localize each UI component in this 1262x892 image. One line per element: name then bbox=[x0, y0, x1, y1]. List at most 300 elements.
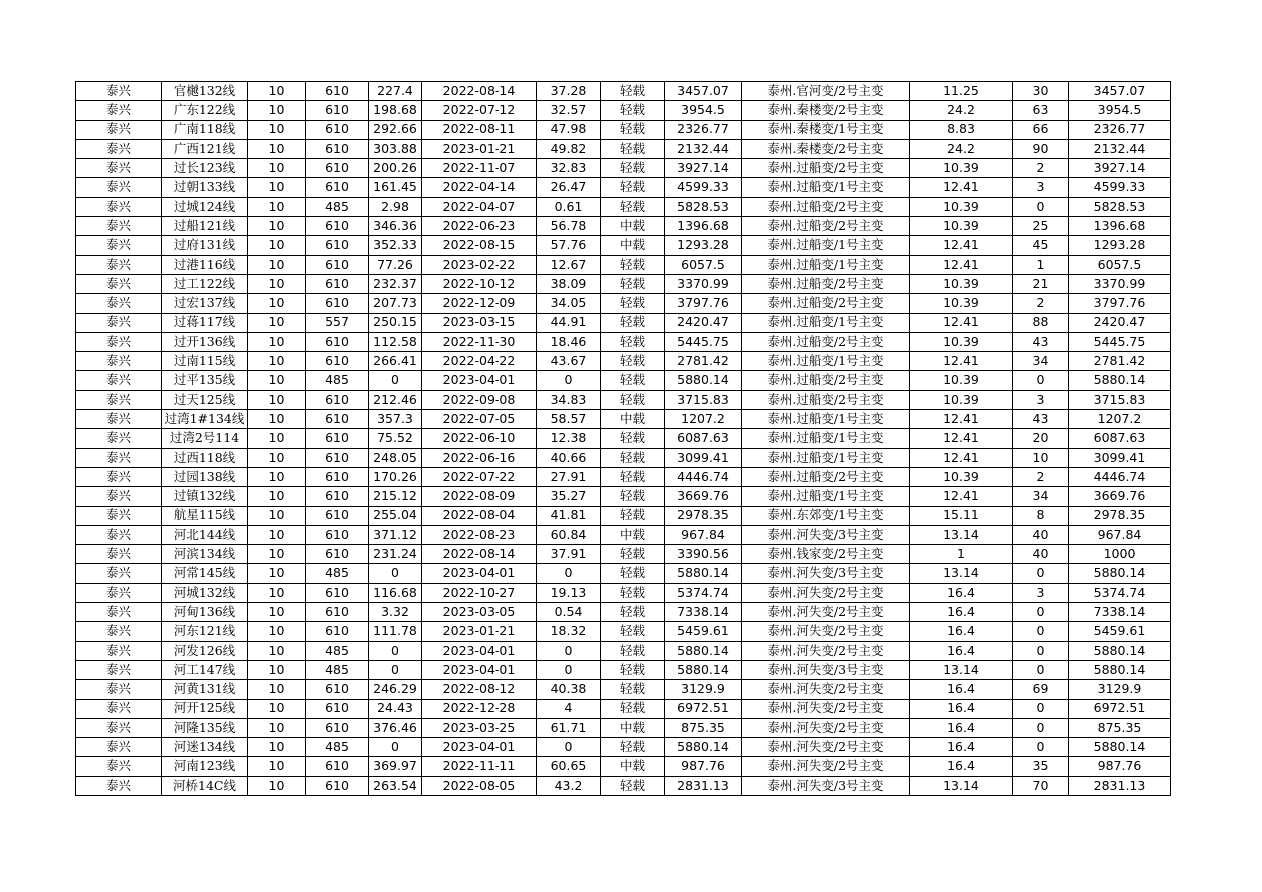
date-cell: 2022-08-14 bbox=[422, 545, 537, 564]
transformer-cell: 泰州.秦楼变/2号主变 bbox=[742, 139, 910, 158]
transformer-value-cell: 10.39 bbox=[910, 467, 1013, 486]
count-cell: 45 bbox=[1013, 236, 1069, 255]
load-cell: 77.26 bbox=[369, 255, 422, 274]
county-cell: 泰兴 bbox=[76, 429, 162, 448]
load-rate-cell: 37.28 bbox=[537, 82, 601, 101]
load-status-cell: 轻载 bbox=[601, 622, 665, 641]
voltage-cell: 10 bbox=[248, 699, 306, 718]
load-rate-cell: 0 bbox=[537, 738, 601, 757]
transformer-cell: 泰州.过船变/1号主变 bbox=[742, 313, 910, 332]
open-capacity-cell: 6087.63 bbox=[1069, 429, 1171, 448]
open-capacity-cell: 875.35 bbox=[1069, 718, 1171, 737]
table-row bbox=[76, 622, 1171, 641]
date-cell: 2022-08-11 bbox=[422, 120, 537, 139]
county-cell: 泰兴 bbox=[76, 313, 162, 332]
date-cell: 2023-04-01 bbox=[422, 564, 537, 583]
date-cell: 2022-12-09 bbox=[422, 294, 537, 313]
table-row bbox=[76, 236, 1171, 255]
load-cell: 255.04 bbox=[369, 506, 422, 525]
county-cell: 泰兴 bbox=[76, 101, 162, 120]
count-cell: 0 bbox=[1013, 564, 1069, 583]
available-capacity-cell: 4599.33 bbox=[665, 178, 742, 197]
transformer-value-cell: 13.14 bbox=[910, 660, 1013, 679]
county-cell: 泰兴 bbox=[76, 390, 162, 409]
open-capacity-cell: 5880.14 bbox=[1069, 641, 1171, 660]
open-capacity-cell: 5445.75 bbox=[1069, 332, 1171, 351]
count-cell: 43 bbox=[1013, 410, 1069, 429]
count-cell: 70 bbox=[1013, 776, 1069, 795]
table-row bbox=[76, 718, 1171, 737]
table-row bbox=[76, 525, 1171, 544]
open-capacity-cell: 3715.83 bbox=[1069, 390, 1171, 409]
load-cell: 0 bbox=[369, 738, 422, 757]
line-name-cell: 过开136线 bbox=[162, 332, 248, 351]
transformer-cell: 泰州.秦楼变/1号主变 bbox=[742, 120, 910, 139]
transformer-value-cell: 10.39 bbox=[910, 371, 1013, 390]
available-capacity-cell: 3370.99 bbox=[665, 274, 742, 293]
count-cell: 0 bbox=[1013, 699, 1069, 718]
transformer-cell: 泰州.河失变/2号主变 bbox=[742, 699, 910, 718]
load-status-cell: 轻载 bbox=[601, 603, 665, 622]
load-status-cell: 轻载 bbox=[601, 101, 665, 120]
available-capacity-cell: 987.76 bbox=[665, 757, 742, 776]
count-cell: 40 bbox=[1013, 525, 1069, 544]
transformer-value-cell: 13.14 bbox=[910, 525, 1013, 544]
line-name-cell: 河桥14C线 bbox=[162, 776, 248, 795]
available-capacity-cell: 2831.13 bbox=[665, 776, 742, 795]
capacity-cell: 610 bbox=[306, 217, 369, 236]
voltage-cell: 10 bbox=[248, 120, 306, 139]
load-cell: 198.68 bbox=[369, 101, 422, 120]
date-cell: 2023-03-05 bbox=[422, 603, 537, 622]
transformer-value-cell: 10.39 bbox=[910, 332, 1013, 351]
county-cell: 泰兴 bbox=[76, 255, 162, 274]
count-cell: 10 bbox=[1013, 448, 1069, 467]
line-name-cell: 河滨134线 bbox=[162, 545, 248, 564]
line-name-cell: 过港116线 bbox=[162, 255, 248, 274]
load-status-cell: 轻载 bbox=[601, 429, 665, 448]
capacity-cell: 610 bbox=[306, 410, 369, 429]
transformer-value-cell: 13.14 bbox=[910, 776, 1013, 795]
county-cell: 泰兴 bbox=[76, 718, 162, 737]
load-cell: 215.12 bbox=[369, 487, 422, 506]
line-name-cell: 河常145线 bbox=[162, 564, 248, 583]
transformer-cell: 泰州.河失变/2号主变 bbox=[742, 583, 910, 602]
count-cell: 43 bbox=[1013, 332, 1069, 351]
open-capacity-cell: 1396.68 bbox=[1069, 217, 1171, 236]
table-row bbox=[76, 583, 1171, 602]
transformer-value-cell: 12.41 bbox=[910, 236, 1013, 255]
count-cell: 0 bbox=[1013, 738, 1069, 757]
count-cell: 2 bbox=[1013, 294, 1069, 313]
count-cell: 0 bbox=[1013, 622, 1069, 641]
transformer-cell: 泰州.过船变/2号主变 bbox=[742, 332, 910, 351]
voltage-cell: 10 bbox=[248, 718, 306, 737]
line-name-cell: 河发126线 bbox=[162, 641, 248, 660]
table-row bbox=[76, 255, 1171, 274]
open-capacity-cell: 3129.9 bbox=[1069, 680, 1171, 699]
load-rate-cell: 37.91 bbox=[537, 545, 601, 564]
line-name-cell: 过府131线 bbox=[162, 236, 248, 255]
table-row bbox=[76, 410, 1171, 429]
date-cell: 2023-04-01 bbox=[422, 641, 537, 660]
available-capacity-cell: 5880.14 bbox=[665, 641, 742, 660]
transformer-cell: 泰州.过船变/1号主变 bbox=[742, 255, 910, 274]
date-cell: 2022-08-14 bbox=[422, 82, 537, 101]
load-status-cell: 轻载 bbox=[601, 564, 665, 583]
line-name-cell: 广东122线 bbox=[162, 101, 248, 120]
county-cell: 泰兴 bbox=[76, 757, 162, 776]
load-status-cell: 轻载 bbox=[601, 506, 665, 525]
table-row bbox=[76, 506, 1171, 525]
transformer-cell: 泰州.河失变/2号主变 bbox=[742, 738, 910, 757]
transformer-value-cell: 12.41 bbox=[910, 178, 1013, 197]
open-capacity-cell: 5459.61 bbox=[1069, 622, 1171, 641]
transformer-cell: 泰州.过船变/2号主变 bbox=[742, 159, 910, 178]
capacity-cell: 610 bbox=[306, 603, 369, 622]
transformer-value-cell: 10.39 bbox=[910, 294, 1013, 313]
load-status-cell: 中载 bbox=[601, 236, 665, 255]
line-name-cell: 过南115线 bbox=[162, 352, 248, 371]
voltage-cell: 10 bbox=[248, 622, 306, 641]
load-rate-cell: 61.71 bbox=[537, 718, 601, 737]
count-cell: 34 bbox=[1013, 487, 1069, 506]
table-row bbox=[76, 467, 1171, 486]
load-cell: 263.54 bbox=[369, 776, 422, 795]
available-capacity-cell: 5880.14 bbox=[665, 371, 742, 390]
transformer-value-cell: 10.39 bbox=[910, 159, 1013, 178]
transformer-value-cell: 16.4 bbox=[910, 680, 1013, 699]
voltage-cell: 10 bbox=[248, 564, 306, 583]
transformer-value-cell: 16.4 bbox=[910, 718, 1013, 737]
open-capacity-cell: 5880.14 bbox=[1069, 564, 1171, 583]
count-cell: 3 bbox=[1013, 178, 1069, 197]
load-rate-cell: 34.05 bbox=[537, 294, 601, 313]
transformer-value-cell: 24.2 bbox=[910, 101, 1013, 120]
voltage-cell: 10 bbox=[248, 371, 306, 390]
date-cell: 2022-08-23 bbox=[422, 525, 537, 544]
transformer-value-cell: 12.41 bbox=[910, 410, 1013, 429]
line-name-cell: 过园138线 bbox=[162, 467, 248, 486]
date-cell: 2023-03-25 bbox=[422, 718, 537, 737]
table-body bbox=[76, 82, 1171, 796]
table-row bbox=[76, 101, 1171, 120]
date-cell: 2022-10-27 bbox=[422, 583, 537, 602]
line-name-cell: 河北144线 bbox=[162, 525, 248, 544]
transformer-cell: 泰州.河失变/3号主变 bbox=[742, 564, 910, 583]
count-cell: 40 bbox=[1013, 545, 1069, 564]
line-name-cell: 过镇132线 bbox=[162, 487, 248, 506]
load-rate-cell: 38.09 bbox=[537, 274, 601, 293]
load-rate-cell: 27.91 bbox=[537, 467, 601, 486]
load-status-cell: 轻载 bbox=[601, 487, 665, 506]
date-cell: 2022-11-11 bbox=[422, 757, 537, 776]
table-row bbox=[76, 660, 1171, 679]
transformer-cell: 泰州.过船变/2号主变 bbox=[742, 197, 910, 216]
date-cell: 2023-04-01 bbox=[422, 738, 537, 757]
county-cell: 泰兴 bbox=[76, 352, 162, 371]
voltage-cell: 10 bbox=[248, 217, 306, 236]
load-rate-cell: 18.46 bbox=[537, 332, 601, 351]
load-rate-cell: 49.82 bbox=[537, 139, 601, 158]
voltage-cell: 10 bbox=[248, 197, 306, 216]
count-cell: 30 bbox=[1013, 82, 1069, 101]
load-status-cell: 轻载 bbox=[601, 680, 665, 699]
load-rate-cell: 60.65 bbox=[537, 757, 601, 776]
line-name-cell: 过湾2号114 bbox=[162, 429, 248, 448]
open-capacity-cell: 3797.76 bbox=[1069, 294, 1171, 313]
voltage-cell: 10 bbox=[248, 545, 306, 564]
available-capacity-cell: 875.35 bbox=[665, 718, 742, 737]
available-capacity-cell: 3129.9 bbox=[665, 680, 742, 699]
count-cell: 69 bbox=[1013, 680, 1069, 699]
capacity-cell: 610 bbox=[306, 332, 369, 351]
transformer-cell: 泰州.过船变/1号主变 bbox=[742, 448, 910, 467]
load-rate-cell: 12.67 bbox=[537, 255, 601, 274]
capacity-cell: 610 bbox=[306, 236, 369, 255]
load-cell: 266.41 bbox=[369, 352, 422, 371]
available-capacity-cell: 967.84 bbox=[665, 525, 742, 544]
county-cell: 泰兴 bbox=[76, 332, 162, 351]
voltage-cell: 10 bbox=[248, 313, 306, 332]
county-cell: 泰兴 bbox=[76, 699, 162, 718]
voltage-cell: 10 bbox=[248, 178, 306, 197]
table-row bbox=[76, 564, 1171, 583]
transformer-cell: 泰州.官河变/2号主变 bbox=[742, 82, 910, 101]
load-status-cell: 轻载 bbox=[601, 641, 665, 660]
transformer-cell: 泰州.河失变/3号主变 bbox=[742, 660, 910, 679]
voltage-cell: 10 bbox=[248, 603, 306, 622]
transformer-value-cell: 16.4 bbox=[910, 699, 1013, 718]
count-cell: 0 bbox=[1013, 197, 1069, 216]
capacity-cell: 485 bbox=[306, 371, 369, 390]
line-name-cell: 航星115线 bbox=[162, 506, 248, 525]
load-rate-cell: 58.57 bbox=[537, 410, 601, 429]
load-status-cell: 中载 bbox=[601, 410, 665, 429]
open-capacity-cell: 2831.13 bbox=[1069, 776, 1171, 795]
count-cell: 21 bbox=[1013, 274, 1069, 293]
date-cell: 2022-04-22 bbox=[422, 352, 537, 371]
date-cell: 2023-04-01 bbox=[422, 371, 537, 390]
open-capacity-cell: 2781.42 bbox=[1069, 352, 1171, 371]
county-cell: 泰兴 bbox=[76, 564, 162, 583]
date-cell: 2022-07-05 bbox=[422, 410, 537, 429]
load-status-cell: 轻载 bbox=[601, 448, 665, 467]
load-cell: 369.97 bbox=[369, 757, 422, 776]
load-cell: 2.98 bbox=[369, 197, 422, 216]
load-cell: 112.58 bbox=[369, 332, 422, 351]
load-status-cell: 轻载 bbox=[601, 120, 665, 139]
load-status-cell: 轻载 bbox=[601, 294, 665, 313]
available-capacity-cell: 5445.75 bbox=[665, 332, 742, 351]
load-cell: 231.24 bbox=[369, 545, 422, 564]
capacity-cell: 485 bbox=[306, 564, 369, 583]
load-rate-cell: 32.57 bbox=[537, 101, 601, 120]
transformer-cell: 泰州.东郊变/1号主变 bbox=[742, 506, 910, 525]
transformer-value-cell: 12.41 bbox=[910, 352, 1013, 371]
capacity-cell: 485 bbox=[306, 197, 369, 216]
available-capacity-cell: 5374.74 bbox=[665, 583, 742, 602]
line-name-cell: 河南123线 bbox=[162, 757, 248, 776]
date-cell: 2022-11-30 bbox=[422, 332, 537, 351]
load-cell: 232.37 bbox=[369, 274, 422, 293]
capacity-cell: 610 bbox=[306, 178, 369, 197]
load-rate-cell: 32.83 bbox=[537, 159, 601, 178]
load-rate-cell: 0 bbox=[537, 641, 601, 660]
line-name-cell: 河工147线 bbox=[162, 660, 248, 679]
date-cell: 2022-04-14 bbox=[422, 178, 537, 197]
open-capacity-cell: 3927.14 bbox=[1069, 159, 1171, 178]
table-row bbox=[76, 197, 1171, 216]
available-capacity-cell: 5880.14 bbox=[665, 660, 742, 679]
county-cell: 泰兴 bbox=[76, 197, 162, 216]
capacity-cell: 610 bbox=[306, 448, 369, 467]
voltage-cell: 10 bbox=[248, 776, 306, 795]
capacity-cell: 610 bbox=[306, 680, 369, 699]
open-capacity-cell: 5374.74 bbox=[1069, 583, 1171, 602]
open-capacity-cell: 987.76 bbox=[1069, 757, 1171, 776]
load-status-cell: 中载 bbox=[601, 718, 665, 737]
transformer-value-cell: 1 bbox=[910, 545, 1013, 564]
voltage-cell: 10 bbox=[248, 583, 306, 602]
date-cell: 2022-07-12 bbox=[422, 101, 537, 120]
load-status-cell: 轻载 bbox=[601, 197, 665, 216]
load-status-cell: 轻载 bbox=[601, 352, 665, 371]
capacity-cell: 557 bbox=[306, 313, 369, 332]
county-cell: 泰兴 bbox=[76, 776, 162, 795]
table-row bbox=[76, 274, 1171, 293]
load-status-cell: 轻载 bbox=[601, 139, 665, 158]
load-cell: 24.43 bbox=[369, 699, 422, 718]
open-capacity-cell: 2978.35 bbox=[1069, 506, 1171, 525]
transformer-value-cell: 12.41 bbox=[910, 448, 1013, 467]
transformer-cell: 泰州.过船变/2号主变 bbox=[742, 294, 910, 313]
available-capacity-cell: 2132.44 bbox=[665, 139, 742, 158]
capacity-cell: 610 bbox=[306, 429, 369, 448]
line-name-cell: 过工122线 bbox=[162, 274, 248, 293]
capacity-cell: 610 bbox=[306, 255, 369, 274]
county-cell: 泰兴 bbox=[76, 603, 162, 622]
voltage-cell: 10 bbox=[248, 757, 306, 776]
date-cell: 2022-06-10 bbox=[422, 429, 537, 448]
transformer-cell: 泰州.过船变/1号主变 bbox=[742, 487, 910, 506]
line-name-cell: 过平135线 bbox=[162, 371, 248, 390]
count-cell: 2 bbox=[1013, 467, 1069, 486]
load-cell: 111.78 bbox=[369, 622, 422, 641]
line-name-cell: 过西118线 bbox=[162, 448, 248, 467]
county-cell: 泰兴 bbox=[76, 274, 162, 293]
load-rate-cell: 18.32 bbox=[537, 622, 601, 641]
county-cell: 泰兴 bbox=[76, 487, 162, 506]
date-cell: 2022-06-23 bbox=[422, 217, 537, 236]
line-name-cell: 河开125线 bbox=[162, 699, 248, 718]
table-row bbox=[76, 294, 1171, 313]
count-cell: 3 bbox=[1013, 583, 1069, 602]
voltage-cell: 10 bbox=[248, 525, 306, 544]
voltage-cell: 10 bbox=[248, 82, 306, 101]
voltage-cell: 10 bbox=[248, 390, 306, 409]
line-name-cell: 河东121线 bbox=[162, 622, 248, 641]
voltage-cell: 10 bbox=[248, 255, 306, 274]
available-capacity-cell: 5880.14 bbox=[665, 738, 742, 757]
line-name-cell: 过船121线 bbox=[162, 217, 248, 236]
transformer-cell: 泰州.过船变/1号主变 bbox=[742, 236, 910, 255]
load-cell: 357.3 bbox=[369, 410, 422, 429]
date-cell: 2023-01-21 bbox=[422, 622, 537, 641]
transformer-cell: 泰州.河失变/2号主变 bbox=[742, 757, 910, 776]
load-cell: 75.52 bbox=[369, 429, 422, 448]
open-capacity-cell: 967.84 bbox=[1069, 525, 1171, 544]
open-capacity-cell: 3954.5 bbox=[1069, 101, 1171, 120]
transformer-value-cell: 16.4 bbox=[910, 738, 1013, 757]
county-cell: 泰兴 bbox=[76, 236, 162, 255]
voltage-cell: 10 bbox=[248, 506, 306, 525]
available-capacity-cell: 3715.83 bbox=[665, 390, 742, 409]
table-row bbox=[76, 757, 1171, 776]
available-capacity-cell: 5459.61 bbox=[665, 622, 742, 641]
load-rate-cell: 40.38 bbox=[537, 680, 601, 699]
available-capacity-cell: 3669.76 bbox=[665, 487, 742, 506]
voltage-cell: 10 bbox=[248, 467, 306, 486]
load-cell: 170.26 bbox=[369, 467, 422, 486]
load-status-cell: 轻载 bbox=[601, 82, 665, 101]
available-capacity-cell: 6972.51 bbox=[665, 699, 742, 718]
county-cell: 泰兴 bbox=[76, 159, 162, 178]
table-row bbox=[76, 487, 1171, 506]
load-cell: 116.68 bbox=[369, 583, 422, 602]
available-capacity-cell: 2978.35 bbox=[665, 506, 742, 525]
load-status-cell: 轻载 bbox=[601, 178, 665, 197]
open-capacity-cell: 3370.99 bbox=[1069, 274, 1171, 293]
county-cell: 泰兴 bbox=[76, 641, 162, 660]
available-capacity-cell: 2420.47 bbox=[665, 313, 742, 332]
count-cell: 2 bbox=[1013, 159, 1069, 178]
voltage-cell: 10 bbox=[248, 332, 306, 351]
open-capacity-cell: 4599.33 bbox=[1069, 178, 1171, 197]
capacity-cell: 610 bbox=[306, 139, 369, 158]
voltage-cell: 10 bbox=[248, 487, 306, 506]
open-capacity-cell: 6972.51 bbox=[1069, 699, 1171, 718]
load-status-cell: 轻载 bbox=[601, 467, 665, 486]
date-cell: 2022-08-15 bbox=[422, 236, 537, 255]
load-cell: 246.29 bbox=[369, 680, 422, 699]
transformer-cell: 泰州.河失变/2号主变 bbox=[742, 641, 910, 660]
load-status-cell: 轻载 bbox=[601, 255, 665, 274]
table-row bbox=[76, 332, 1171, 351]
transformer-value-cell: 15.11 bbox=[910, 506, 1013, 525]
county-cell: 泰兴 bbox=[76, 178, 162, 197]
available-capacity-cell: 6057.5 bbox=[665, 255, 742, 274]
available-capacity-cell: 2326.77 bbox=[665, 120, 742, 139]
load-cell: 207.73 bbox=[369, 294, 422, 313]
transformer-cell: 泰州.过船变/2号主变 bbox=[742, 274, 910, 293]
county-cell: 泰兴 bbox=[76, 506, 162, 525]
line-name-cell: 过宏137线 bbox=[162, 294, 248, 313]
load-rate-cell: 34.83 bbox=[537, 390, 601, 409]
date-cell: 2022-06-16 bbox=[422, 448, 537, 467]
line-name-cell: 过长123线 bbox=[162, 159, 248, 178]
date-cell: 2022-11-07 bbox=[422, 159, 537, 178]
capacity-cell: 610 bbox=[306, 776, 369, 795]
transformer-cell: 泰州.河失变/2号主变 bbox=[742, 603, 910, 622]
voltage-cell: 10 bbox=[248, 738, 306, 757]
count-cell: 1 bbox=[1013, 255, 1069, 274]
transformer-cell: 泰州.过船变/1号主变 bbox=[742, 178, 910, 197]
count-cell: 34 bbox=[1013, 352, 1069, 371]
date-cell: 2023-02-22 bbox=[422, 255, 537, 274]
table-row bbox=[76, 699, 1171, 718]
capacity-cell: 485 bbox=[306, 641, 369, 660]
